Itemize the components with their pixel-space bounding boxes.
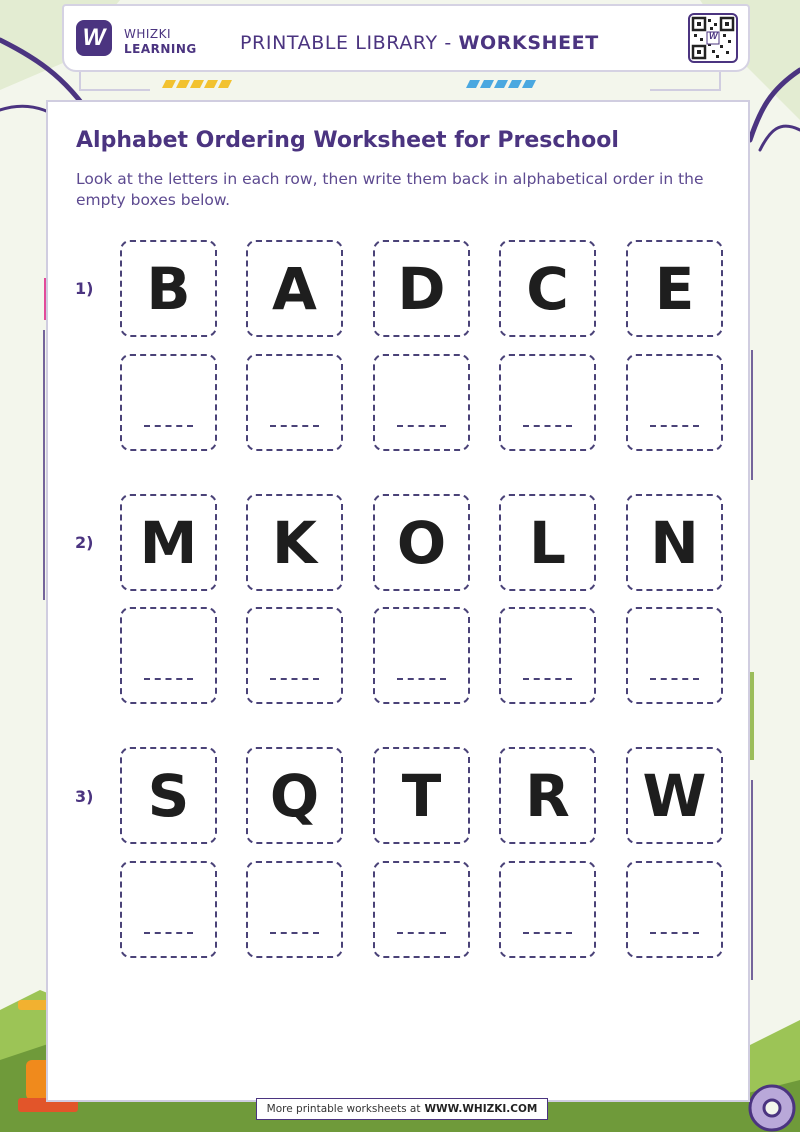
footer-link[interactable]: WWW.WHIZKI.COM <box>424 1103 538 1115</box>
letter: T <box>401 761 442 830</box>
answer-box[interactable] <box>626 607 723 704</box>
writing-line <box>523 425 572 427</box>
answer-box[interactable] <box>626 861 723 958</box>
letter: M <box>139 508 198 577</box>
letter-box <box>626 494 723 591</box>
answer-box[interactable] <box>246 607 343 704</box>
letter-box <box>626 747 723 844</box>
letter: R <box>525 761 570 830</box>
writing-line <box>650 678 699 680</box>
footer-text: More printable worksheets at <box>266 1103 421 1115</box>
letter: W <box>642 761 707 830</box>
letter: D <box>397 254 446 323</box>
letter-box <box>246 747 343 844</box>
letter: E <box>654 254 695 323</box>
letter-box <box>373 240 470 337</box>
answer-box[interactable] <box>626 354 723 451</box>
writing-line <box>650 932 699 934</box>
writing-line <box>144 678 193 680</box>
row-number: 2) <box>75 533 94 552</box>
letter-box <box>120 747 217 844</box>
answer-box[interactable] <box>246 354 343 451</box>
footer-banner <box>256 1098 548 1120</box>
letter-box <box>246 240 343 337</box>
letter: S <box>147 761 190 830</box>
answer-box[interactable] <box>499 861 596 958</box>
writing-line <box>397 678 446 680</box>
letter: N <box>650 508 699 577</box>
letter-box <box>373 494 470 591</box>
row-number: 1) <box>75 279 94 298</box>
writing-line <box>270 678 319 680</box>
letter: L <box>529 508 566 577</box>
letter: B <box>146 254 191 323</box>
brand-name-top: WHIZKI <box>124 27 172 41</box>
letter: O <box>396 508 447 577</box>
qr-center-logo: W <box>709 31 718 41</box>
letter-box <box>499 494 596 591</box>
header-title-bold: WORKSHEET <box>458 32 599 54</box>
letter: K <box>272 508 317 577</box>
answer-box[interactable] <box>373 354 470 451</box>
logo-letter: W <box>82 24 106 51</box>
answer-box[interactable] <box>246 861 343 958</box>
letter-box <box>246 494 343 591</box>
answer-box[interactable] <box>120 861 217 958</box>
worksheet-title: Alphabet Ordering Worksheet for Preschool <box>76 128 619 153</box>
letter-box <box>499 240 596 337</box>
answer-box[interactable] <box>120 607 217 704</box>
writing-line <box>650 425 699 427</box>
writing-line <box>144 932 193 934</box>
answer-box[interactable] <box>499 607 596 704</box>
header-stripe-accents <box>0 0 800 100</box>
letter-box <box>626 240 723 337</box>
answer-box[interactable] <box>373 861 470 958</box>
row-number: 3) <box>75 787 94 806</box>
letter-box <box>120 240 217 337</box>
letter-box <box>120 494 217 591</box>
answer-box[interactable] <box>499 354 596 451</box>
worksheet-instructions: Look at the letters in each row, then write them back in alphabetical order in the empty boxes below. <box>76 170 704 209</box>
letter: A <box>272 254 317 323</box>
header-title-prefix: PRINTABLE LIBRARY - <box>240 32 459 54</box>
writing-line <box>523 932 572 934</box>
letter: C <box>526 254 569 323</box>
writing-line <box>270 425 319 427</box>
writing-line <box>144 425 193 427</box>
letter-box <box>373 747 470 844</box>
answer-box[interactable] <box>120 354 217 451</box>
writing-line <box>270 932 319 934</box>
letter: Q <box>269 761 320 830</box>
brand-name-bottom: LEARNING <box>124 42 197 56</box>
writing-line <box>523 678 572 680</box>
answer-box[interactable] <box>373 607 470 704</box>
letter-box <box>499 747 596 844</box>
writing-line <box>397 932 446 934</box>
writing-line <box>397 425 446 427</box>
